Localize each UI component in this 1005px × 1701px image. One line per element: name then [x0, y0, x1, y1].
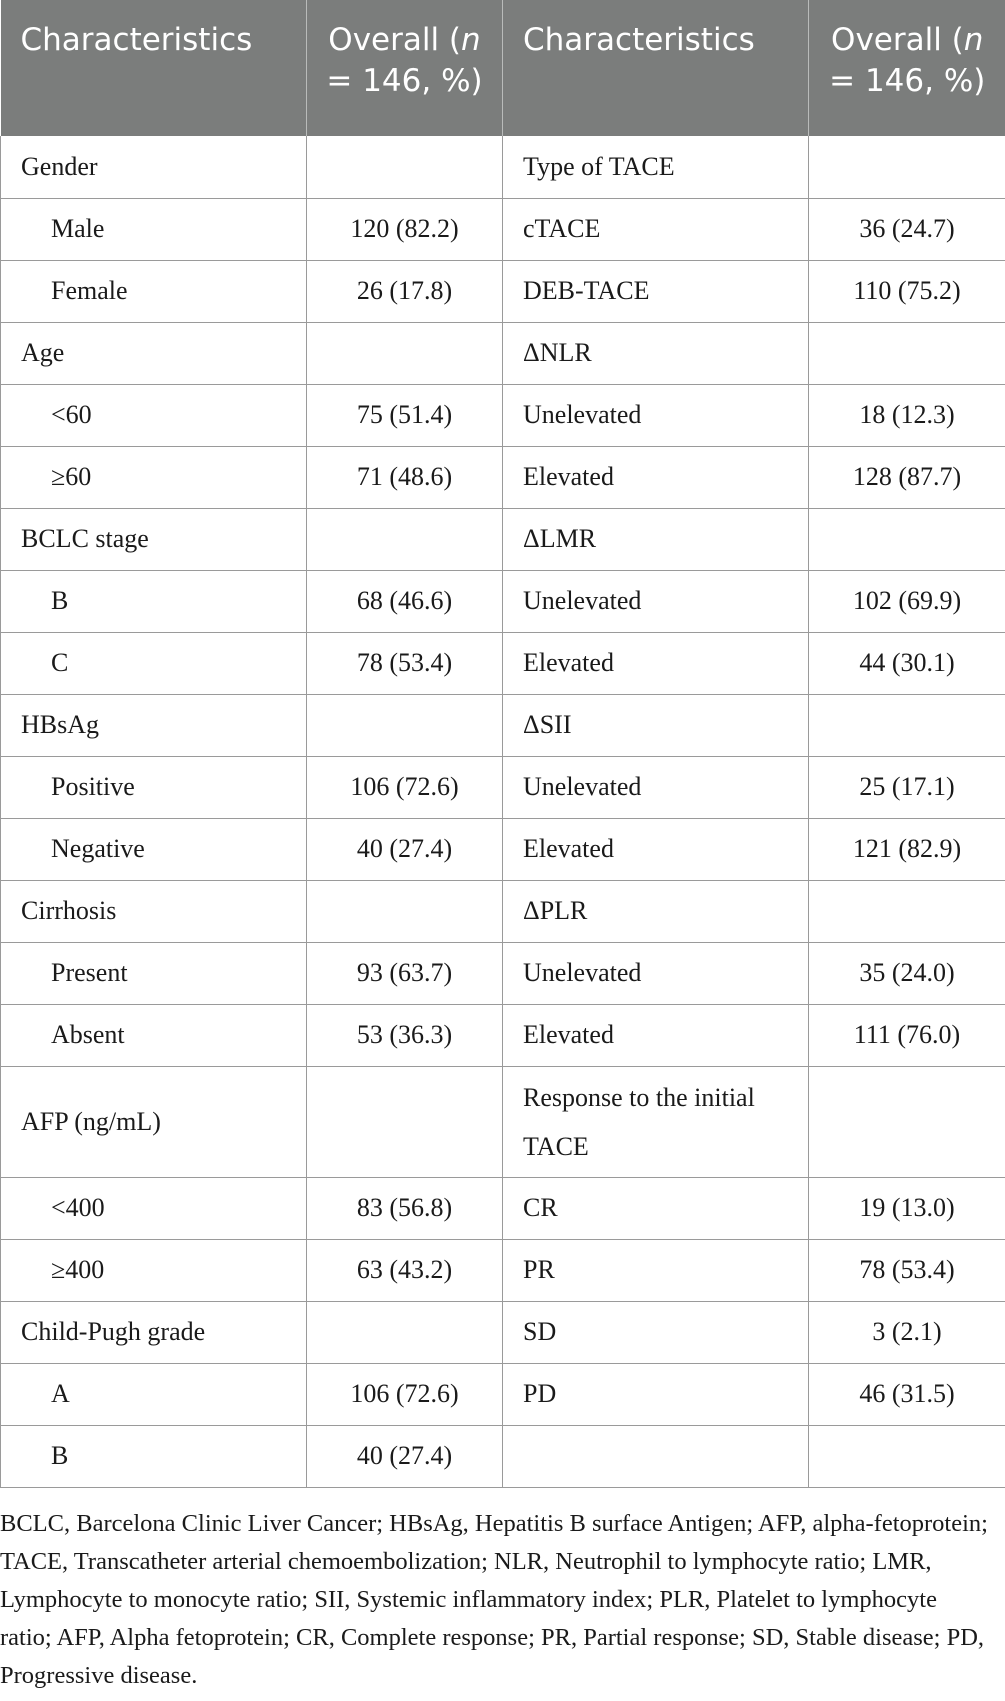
- right-overall-cell: 111 (76.0): [809, 1004, 1005, 1066]
- table-row: [1, 880, 1005, 942]
- left-overall-cell: 75 (51.4): [307, 384, 503, 446]
- table-row: [1, 1363, 1005, 1425]
- left-overall-cell: 53 (36.3): [307, 1004, 503, 1066]
- table-row: [1, 198, 1005, 260]
- right-overall-cell: [809, 880, 1005, 942]
- left-characteristic-cell: Gender: [1, 136, 307, 198]
- right-overall-cell: [809, 1066, 1005, 1177]
- table-row: [1, 1425, 1005, 1487]
- right-overall-cell: [809, 508, 1005, 570]
- left-overall-cell: 83 (56.8): [307, 1177, 503, 1239]
- left-characteristic-cell: <60: [1, 384, 307, 446]
- table-header: [1, 0, 1005, 136]
- right-characteristic-cell: ΔNLR: [503, 322, 809, 384]
- left-overall-cell: 78 (53.4): [307, 632, 503, 694]
- table-row: [1, 1301, 1005, 1363]
- right-characteristic-cell: ΔSII: [503, 694, 809, 756]
- right-characteristic-cell: Elevated: [503, 1004, 809, 1066]
- right-overall-cell: 25 (17.1): [809, 756, 1005, 818]
- right-overall-cell: 128 (87.7): [809, 446, 1005, 508]
- table-row: [1, 1066, 1005, 1177]
- header-overall-left: [307, 0, 503, 136]
- header-characteristics-left: Characteristics: [1, 0, 307, 136]
- right-characteristic-cell: Unelevated: [503, 942, 809, 1004]
- table-row: [1, 1177, 1005, 1239]
- right-overall-cell: 102 (69.9): [809, 570, 1005, 632]
- header-overall-left-pre: Overall (: [328, 22, 462, 58]
- left-characteristic-cell: ≥400: [1, 1239, 307, 1301]
- table-row: [1, 136, 1005, 198]
- table-row: [1, 260, 1005, 322]
- left-overall-cell: 26 (17.8): [307, 260, 503, 322]
- right-overall-cell: 36 (24.7): [809, 198, 1005, 260]
- header-overall-right-n: n: [963, 22, 984, 58]
- right-overall-cell: [809, 1425, 1005, 1487]
- header-overall-left-post: = 146, %): [326, 63, 483, 99]
- left-characteristic-cell: Female: [1, 260, 307, 322]
- left-characteristic-cell: A: [1, 1363, 307, 1425]
- left-overall-cell: 40 (27.4): [307, 818, 503, 880]
- right-characteristic-cell: PD: [503, 1363, 809, 1425]
- table-row: [1, 694, 1005, 756]
- left-characteristic-cell: B: [1, 1425, 307, 1487]
- table-footnote: BCLC, Barcelona Clinic Liver Cancer; HBsAg, Hepatitis B surface Antigen; AFP, alpha-fetoprotein; TACE, Transcatheter arterial chemoembolization; NLR, Neutrophil to lymphocyte ratio; LMR, Lymphocyte to monocyte ratio; SII, Systemic inflammatory index; PLR, Platelet to lymphocyte ratio; AFP, Alpha fetoprotein; CR, Complete response; PR, Partial response; SD, Stable disease; PD, Progressive disease.: [0, 1510, 988, 1689]
- left-overall-cell: 71 (48.6): [307, 446, 503, 508]
- header-row: [1, 0, 1005, 136]
- right-overall-cell: 121 (82.9): [809, 818, 1005, 880]
- left-characteristic-cell: Absent: [1, 1004, 307, 1066]
- right-overall-cell: 19 (13.0): [809, 1177, 1005, 1239]
- right-characteristic-cell: Unelevated: [503, 384, 809, 446]
- left-characteristic-cell: Male: [1, 198, 307, 260]
- table-row: [1, 446, 1005, 508]
- right-overall-cell: 3 (2.1): [809, 1301, 1005, 1363]
- right-overall-cell: 78 (53.4): [809, 1239, 1005, 1301]
- right-characteristic-cell: Type of TACE: [503, 136, 809, 198]
- right-characteristic-cell: DEB-TACE: [503, 260, 809, 322]
- left-characteristic-cell: AFP (ng/mL): [1, 1066, 307, 1177]
- table-row: [1, 756, 1005, 818]
- right-characteristic-cell: cTACE: [503, 198, 809, 260]
- left-overall-cell: 63 (43.2): [307, 1239, 503, 1301]
- right-characteristic-cell: CR: [503, 1177, 809, 1239]
- left-overall-cell: 40 (27.4): [307, 1425, 503, 1487]
- left-characteristic-cell: Age: [1, 322, 307, 384]
- left-characteristic-cell: ≥60: [1, 446, 307, 508]
- right-characteristic-cell: Elevated: [503, 632, 809, 694]
- header-overall-left-n: n: [461, 22, 481, 58]
- header-characteristics-right: Characteristics: [503, 0, 809, 136]
- right-overall-cell: 44 (30.1): [809, 632, 1005, 694]
- right-characteristic-cell: Unelevated: [503, 756, 809, 818]
- left-overall-cell: 93 (63.7): [307, 942, 503, 1004]
- left-characteristic-cell: HBsAg: [1, 694, 307, 756]
- left-overall-cell: [307, 1066, 503, 1177]
- left-characteristic-cell: B: [1, 570, 307, 632]
- left-overall-cell: [307, 1301, 503, 1363]
- left-overall-cell: [307, 508, 503, 570]
- right-characteristic-cell: ΔPLR: [503, 880, 809, 942]
- header-overall-right-pre: Overall (: [831, 22, 964, 58]
- right-characteristic-cell: ΔLMR: [503, 508, 809, 570]
- table-row: [1, 1004, 1005, 1066]
- left-characteristic-cell: C: [1, 632, 307, 694]
- left-characteristic-cell: Negative: [1, 818, 307, 880]
- right-characteristic-cell: Elevated: [503, 818, 809, 880]
- table-row: [1, 384, 1005, 446]
- header-overall-right: [809, 0, 1005, 136]
- right-characteristic-cell: Response to the initial TACE: [503, 1066, 809, 1177]
- left-characteristic-cell: Positive: [1, 756, 307, 818]
- right-overall-cell: 46 (31.5): [809, 1363, 1005, 1425]
- right-characteristic-cell: Elevated: [503, 446, 809, 508]
- right-overall-cell: 18 (12.3): [809, 384, 1005, 446]
- right-characteristic-cell: Unelevated: [503, 570, 809, 632]
- left-overall-cell: [307, 322, 503, 384]
- left-overall-cell: [307, 136, 503, 198]
- right-overall-cell: 35 (24.0): [809, 942, 1005, 1004]
- left-characteristic-cell: Cirrhosis: [1, 880, 307, 942]
- right-characteristic-cell: SD: [503, 1301, 809, 1363]
- table-row: [1, 818, 1005, 880]
- table-row: [1, 570, 1005, 632]
- right-overall-cell: [809, 694, 1005, 756]
- left-overall-cell: [307, 880, 503, 942]
- table-row: [1, 322, 1005, 384]
- table-row: [1, 508, 1005, 570]
- table-row: [1, 942, 1005, 1004]
- left-overall-cell: 106 (72.6): [307, 756, 503, 818]
- right-characteristic-cell: PR: [503, 1239, 809, 1301]
- right-overall-cell: [809, 322, 1005, 384]
- table-row: [1, 632, 1005, 694]
- left-overall-cell: 68 (46.6): [307, 570, 503, 632]
- left-overall-cell: 120 (82.2): [307, 198, 503, 260]
- right-overall-cell: 110 (75.2): [809, 260, 1005, 322]
- left-characteristic-cell: Present: [1, 942, 307, 1004]
- left-overall-cell: 106 (72.6): [307, 1363, 503, 1425]
- table-row: [1, 1239, 1005, 1301]
- left-characteristic-cell: <400: [1, 1177, 307, 1239]
- left-characteristic-cell: Child-Pugh grade: [1, 1301, 307, 1363]
- right-characteristic-cell: [503, 1425, 809, 1487]
- left-characteristic-cell: BCLC stage: [1, 508, 307, 570]
- header-overall-right-post: = 146, %): [829, 63, 986, 99]
- right-overall-cell: [809, 136, 1005, 198]
- table-body: [1, 136, 1005, 1487]
- left-overall-cell: [307, 694, 503, 756]
